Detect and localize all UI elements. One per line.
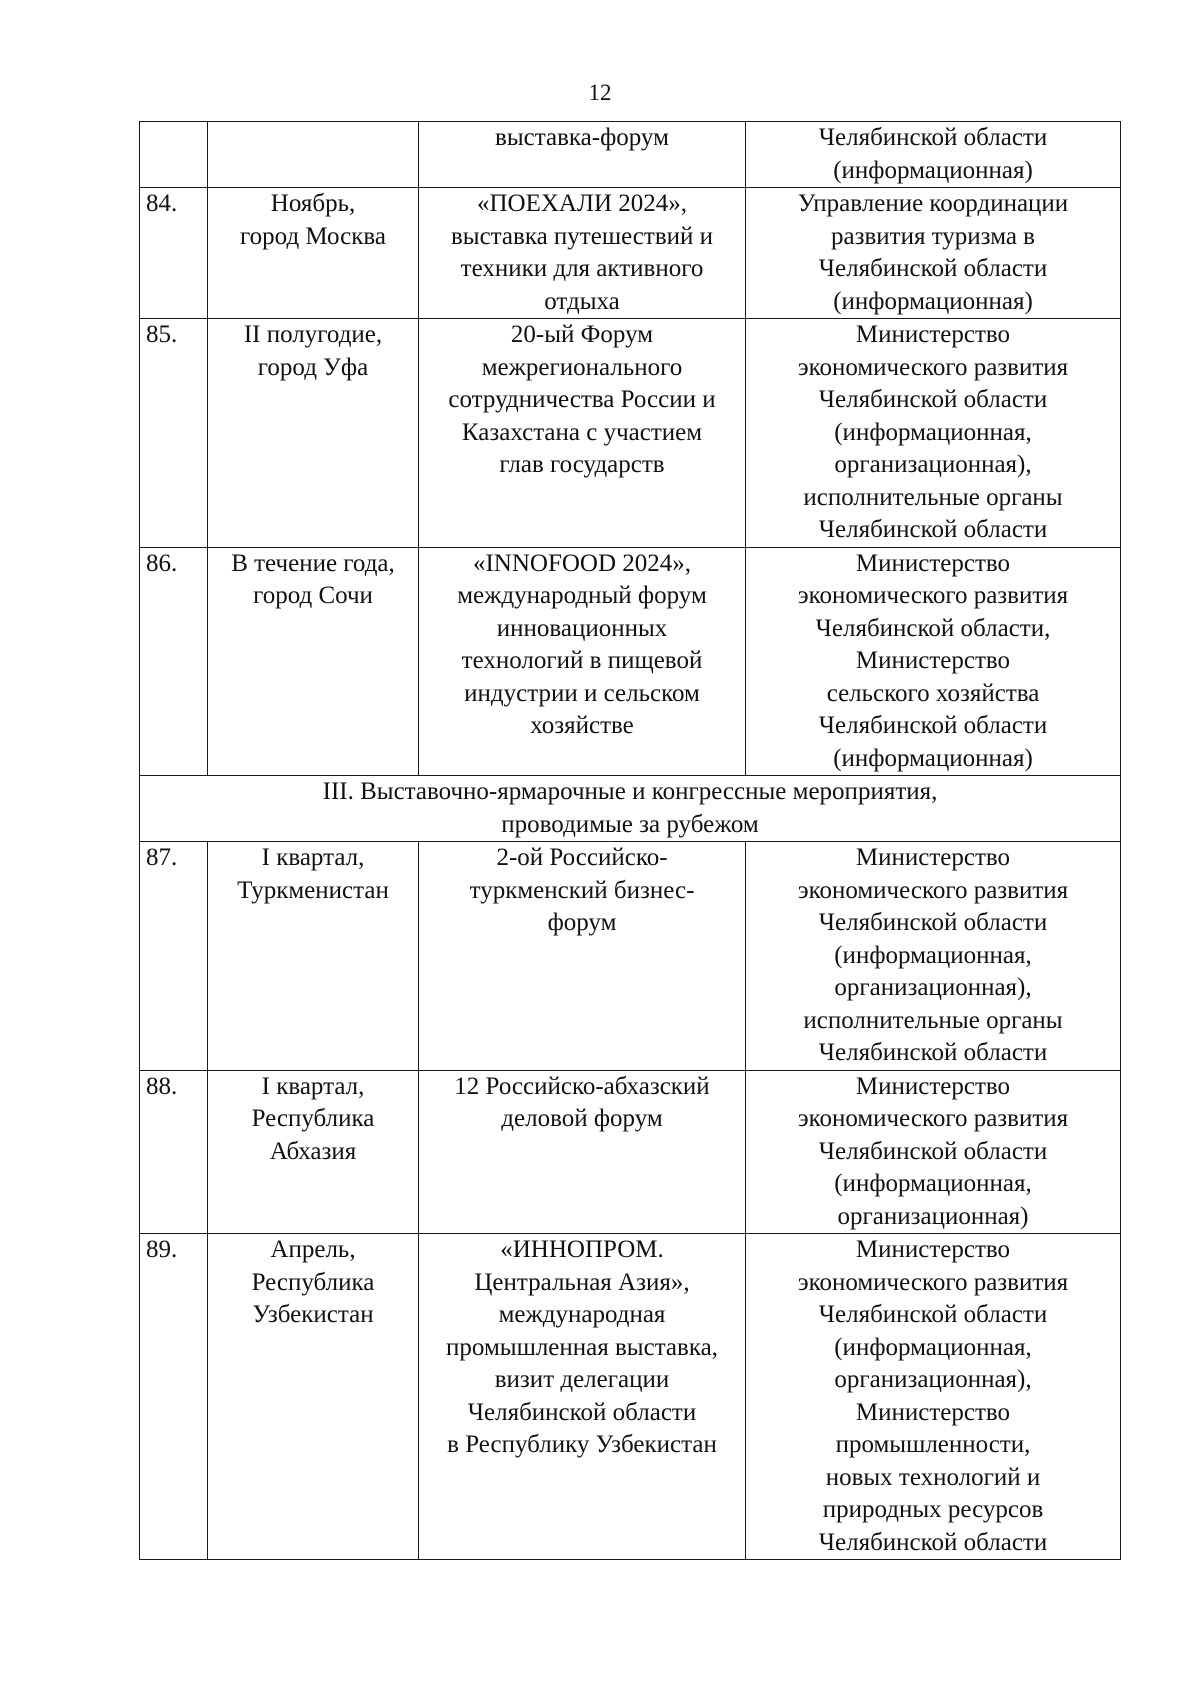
row-number-cell	[140, 122, 208, 188]
table-row	[140, 122, 1121, 188]
row-number-cell: 89.	[140, 1234, 208, 1560]
organizer-cell: Министерство экономического развития Челябинской области (информационная, организационная), исполнительные органы Челябинской области	[746, 319, 1121, 548]
row-number-cell: 88.	[140, 1070, 208, 1234]
organizer-cell: Управление координации развития туризма в Челябинской области (информационная)	[746, 188, 1121, 319]
table-row	[140, 1070, 1121, 1234]
date-location-cell: Ноябрь, город Москва	[208, 188, 419, 319]
date-location-cell: II полугодие, город Уфа	[208, 319, 419, 548]
table-row	[140, 842, 1121, 1071]
row-number-cell: 85.	[140, 319, 208, 548]
table-row	[140, 1234, 1121, 1560]
page-number: 12	[588, 80, 612, 105]
section-heading-row	[140, 776, 1121, 842]
event-cell: 12 Российско-абхазский деловой форум	[419, 1070, 746, 1234]
date-location-cell: Апрель, Республика Узбекистан	[208, 1234, 419, 1560]
event-cell: «ПОЕХАЛИ 2024», выставка путешествий и техники для активного отдыха	[419, 188, 746, 319]
date-location-cell: I квартал, Туркменистан	[208, 842, 419, 1071]
event-cell: «INNOFOOD 2024», международный форум инновационных технологий в пищевой индустрии и сельском хозяйстве	[419, 547, 746, 776]
section-heading: III. Выставочно-ярмарочные и конгрессные мероприятия, проводимые за рубежом	[140, 776, 1121, 842]
date-location-cell: I квартал, Республика Абхазия	[208, 1070, 419, 1234]
table-row	[140, 547, 1121, 776]
organizer-cell: Министерство экономического развития Челябинской области (информационная, организационная), Министерство промышленности, новых технологий и природных ресурсов Челябинской области	[746, 1234, 1121, 1560]
organizer-cell: Министерство экономического развития Челябинской области (информационная, организационная)	[746, 1070, 1121, 1234]
table-row	[140, 319, 1121, 548]
organizer-cell: Министерство экономического развития Челябинской области, Министерство сельского хозяйства Челябинской области (информационная)	[746, 547, 1121, 776]
event-cell: 20-ый Форум межрегионального сотрудничества России и Казахстана с участием глав государств	[419, 319, 746, 548]
organizer-cell: Челябинской области (информационная)	[746, 122, 1121, 188]
row-number-cell: 87.	[140, 842, 208, 1071]
table-row	[140, 188, 1121, 319]
events-table	[139, 121, 1121, 1560]
event-cell: 2-ой Российско- туркменский бизнес- форум	[419, 842, 746, 1071]
event-cell: выставка-форум	[419, 122, 746, 188]
organizer-cell: Министерство экономического развития Челябинской области (информационная, организационная), исполнительные органы Челябинской области	[746, 842, 1121, 1071]
date-location-cell	[208, 122, 419, 188]
date-location-cell: В течение года, город Сочи	[208, 547, 419, 776]
row-number-cell: 84.	[140, 188, 208, 319]
event-cell: «ИННОПРОМ. Центральная Азия», международная промышленная выставка, визит делегации Челябинской области в Республику Узбекистан	[419, 1234, 746, 1560]
row-number-cell: 86.	[140, 547, 208, 776]
